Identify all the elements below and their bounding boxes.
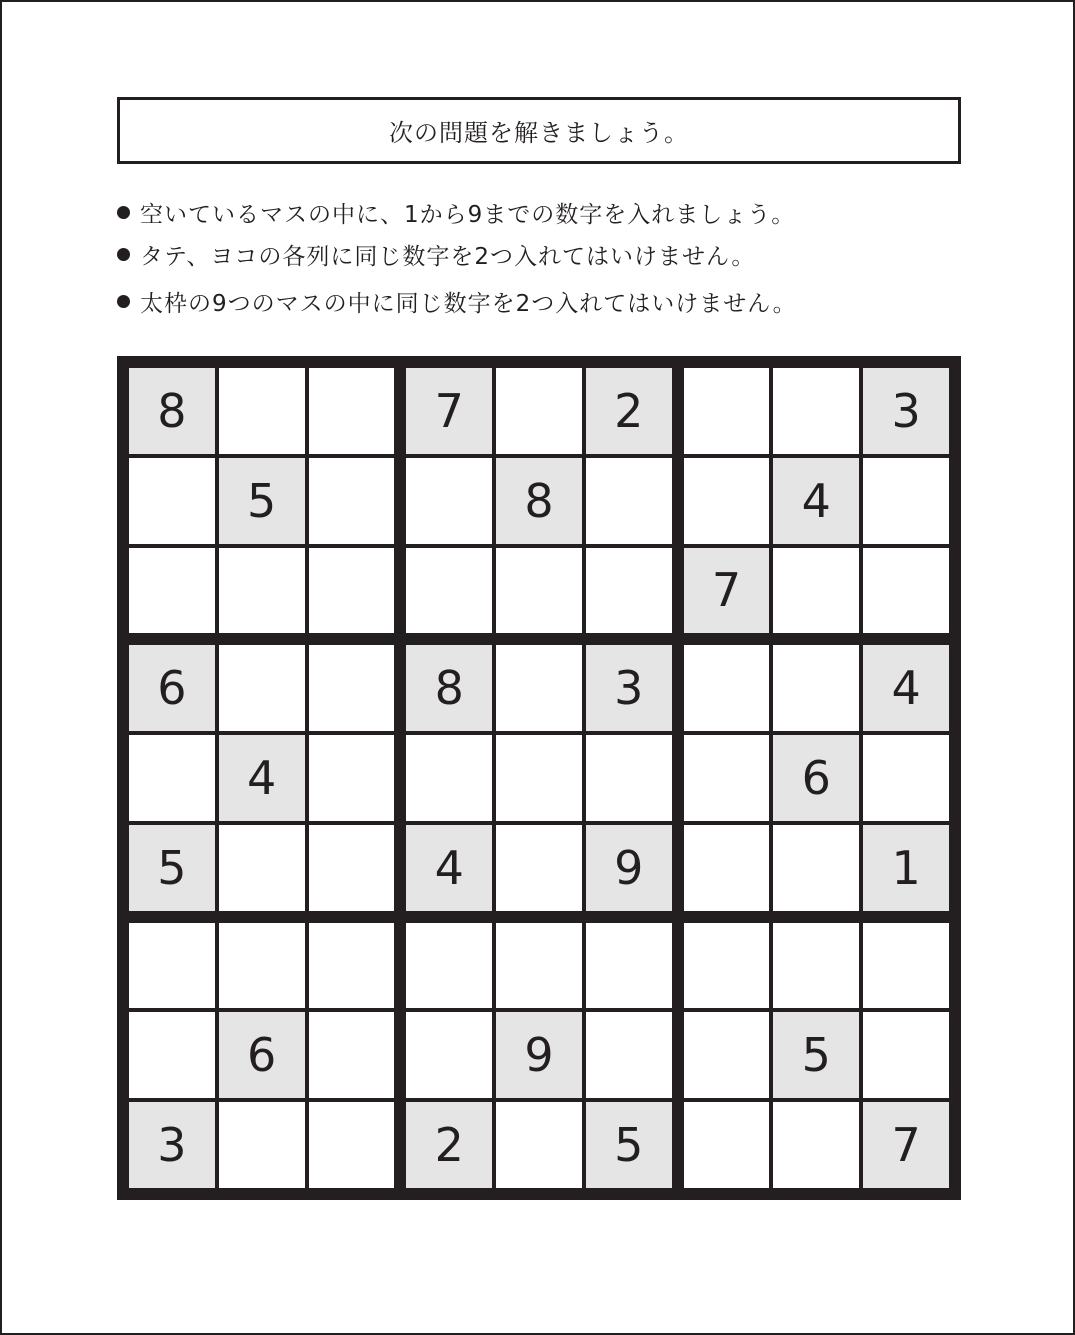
given-cell: 9 bbox=[586, 825, 672, 911]
empty-cell[interactable] bbox=[684, 923, 770, 1009]
rule-text: 太枠の9つのマスの中に同じ数字を2つ入れてはいけません。 bbox=[140, 290, 797, 317]
given-cell: 5 bbox=[129, 825, 215, 911]
empty-cell[interactable] bbox=[129, 735, 215, 821]
empty-cell[interactable] bbox=[773, 923, 859, 1009]
empty-cell[interactable] bbox=[586, 735, 672, 821]
empty-cell[interactable] bbox=[309, 923, 395, 1009]
given-cell: 4 bbox=[773, 458, 859, 544]
empty-cell[interactable] bbox=[496, 825, 582, 911]
given-cell: 4 bbox=[863, 645, 949, 731]
given-cell: 5 bbox=[773, 1012, 859, 1098]
empty-cell[interactable] bbox=[309, 368, 395, 454]
given-cell: 5 bbox=[219, 458, 305, 544]
given-cell: 7 bbox=[406, 368, 492, 454]
empty-cell[interactable] bbox=[586, 458, 672, 544]
given-cell: 1 bbox=[863, 825, 949, 911]
given-cell: 6 bbox=[219, 1012, 305, 1098]
empty-cell[interactable] bbox=[773, 548, 859, 634]
empty-cell[interactable] bbox=[129, 923, 215, 1009]
given-cell: 4 bbox=[219, 735, 305, 821]
rule-item bbox=[117, 284, 797, 318]
instruction-title: 次の問題を解きましょう。 bbox=[117, 97, 961, 164]
empty-cell[interactable] bbox=[309, 645, 395, 731]
given-cell: 8 bbox=[129, 368, 215, 454]
empty-cell[interactable] bbox=[773, 1102, 859, 1188]
empty-cell[interactable] bbox=[684, 825, 770, 911]
bullet-icon bbox=[117, 248, 130, 261]
empty-cell[interactable] bbox=[863, 735, 949, 821]
empty-cell[interactable] bbox=[406, 548, 492, 634]
empty-cell[interactable] bbox=[586, 548, 672, 634]
empty-cell[interactable] bbox=[863, 548, 949, 634]
empty-cell[interactable] bbox=[863, 1012, 949, 1098]
empty-cell[interactable] bbox=[309, 548, 395, 634]
given-cell: 2 bbox=[586, 368, 672, 454]
empty-cell[interactable] bbox=[406, 458, 492, 544]
empty-cell[interactable] bbox=[309, 458, 395, 544]
given-cell: 2 bbox=[406, 1102, 492, 1188]
given-cell: 4 bbox=[406, 825, 492, 911]
rule-text: タテ、ヨコの各列に同じ数字を2つ入れてはいけません。 bbox=[140, 243, 756, 270]
empty-cell[interactable] bbox=[219, 825, 305, 911]
empty-cell[interactable] bbox=[406, 923, 492, 1009]
given-cell: 7 bbox=[684, 548, 770, 634]
empty-cell[interactable] bbox=[684, 458, 770, 544]
bullet-icon bbox=[117, 206, 130, 219]
empty-cell[interactable] bbox=[684, 1102, 770, 1188]
empty-cell[interactable] bbox=[219, 1102, 305, 1188]
given-cell: 6 bbox=[773, 735, 859, 821]
rule-item bbox=[117, 237, 755, 271]
given-cell: 9 bbox=[496, 1012, 582, 1098]
given-cell: 3 bbox=[586, 645, 672, 731]
empty-cell[interactable] bbox=[309, 825, 395, 911]
empty-cell[interactable] bbox=[586, 1012, 672, 1098]
empty-cell[interactable] bbox=[406, 1012, 492, 1098]
rule-text: 空いているマスの中に、1から9までの数字を入れましょう。 bbox=[140, 201, 796, 228]
given-cell: 3 bbox=[863, 368, 949, 454]
given-cell: 8 bbox=[496, 458, 582, 544]
empty-cell[interactable] bbox=[773, 825, 859, 911]
given-cell: 6 bbox=[129, 645, 215, 731]
empty-cell[interactable] bbox=[496, 368, 582, 454]
empty-cell[interactable] bbox=[496, 645, 582, 731]
empty-cell[interactable] bbox=[586, 923, 672, 1009]
empty-cell[interactable] bbox=[219, 645, 305, 731]
given-cell: 3 bbox=[129, 1102, 215, 1188]
rule-item bbox=[117, 195, 795, 229]
empty-cell[interactable] bbox=[496, 923, 582, 1009]
empty-cell[interactable] bbox=[863, 458, 949, 544]
empty-cell[interactable] bbox=[496, 548, 582, 634]
empty-cell[interactable] bbox=[863, 923, 949, 1009]
empty-cell[interactable] bbox=[309, 1102, 395, 1188]
bullet-icon bbox=[117, 295, 130, 308]
empty-cell[interactable] bbox=[309, 1012, 395, 1098]
given-cell: 8 bbox=[406, 645, 492, 731]
empty-cell[interactable] bbox=[129, 1012, 215, 1098]
empty-cell[interactable] bbox=[684, 1012, 770, 1098]
given-cell: 7 bbox=[863, 1102, 949, 1188]
empty-cell[interactable] bbox=[496, 1102, 582, 1188]
empty-cell[interactable] bbox=[406, 735, 492, 821]
empty-cell[interactable] bbox=[219, 368, 305, 454]
empty-cell[interactable] bbox=[684, 368, 770, 454]
empty-cell[interactable] bbox=[684, 645, 770, 731]
sudoku-grid bbox=[117, 356, 961, 1200]
empty-cell[interactable] bbox=[684, 735, 770, 821]
empty-cell[interactable] bbox=[496, 735, 582, 821]
given-cell: 5 bbox=[586, 1102, 672, 1188]
empty-cell[interactable] bbox=[773, 645, 859, 731]
empty-cell[interactable] bbox=[129, 548, 215, 634]
empty-cell[interactable] bbox=[219, 548, 305, 634]
empty-cell[interactable] bbox=[219, 923, 305, 1009]
empty-cell[interactable] bbox=[129, 458, 215, 544]
empty-cell[interactable] bbox=[309, 735, 395, 821]
empty-cell[interactable] bbox=[773, 368, 859, 454]
